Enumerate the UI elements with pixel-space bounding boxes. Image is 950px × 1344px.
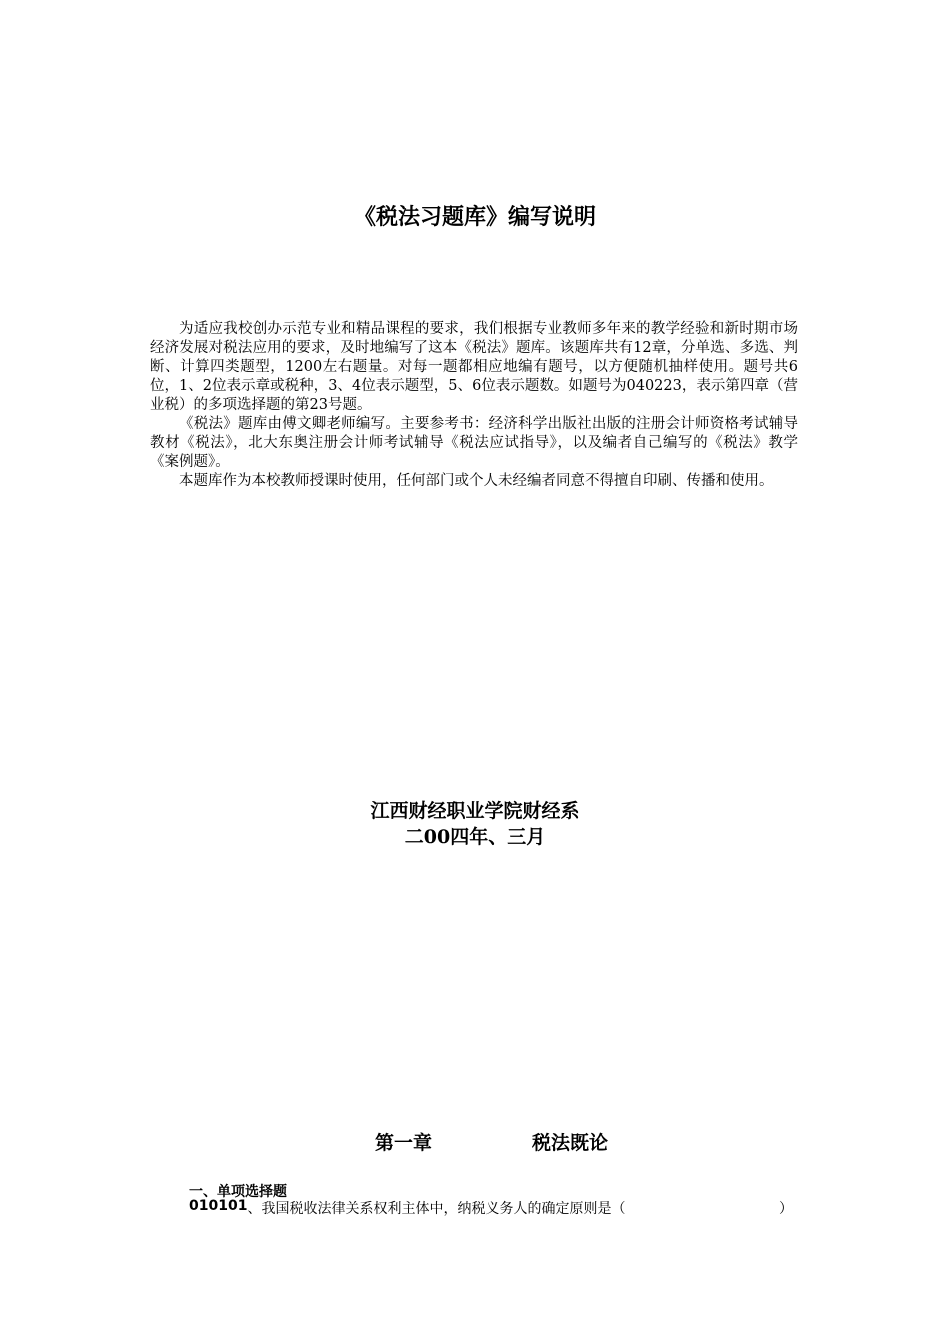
question-text: 、我国税收法律关系权利主体中，纳税义务人的确定原则是（	[247, 1201, 626, 1217]
signature-org: 江西财经职业学院财经系	[370, 800, 580, 822]
intro-paragraph: 本题库作为本校教师授课时使用，任何部门或个人未经编者同意不得擅自印刷、传播和使用。	[179, 473, 774, 489]
intro-paragraph: 《税法》题库由傅文卿老师编写。主要参考书：经济科学出版社出版的注册会计师资格考试辅导教材《税法》，北大东奥注册会计师考试辅导《税法应试指导》，以及编者自己编写的《税法》教学《案例题》。	[150, 416, 798, 470]
section-heading: 一、单项选择题	[189, 1184, 287, 1200]
page-title: 《税法习题库》编写说明	[353, 205, 596, 230]
chapter-name: 税法既论	[532, 1132, 609, 1154]
signature-date: 二00四年、三月	[404, 826, 546, 848]
chapter-number: 第一章	[375, 1132, 433, 1154]
chapter-heading	[375, 1128, 608, 1155]
question-id: 010101	[189, 1198, 248, 1214]
signature-block	[0, 798, 950, 850]
intro-paragraph: 为适应我校创办示范专业和精品课程的要求，我们根据专业教师多年来的教学经验和新时期市场经济发展对税法应用的要求，及时地编写了这本《税法》题库。该题库共有12章，分单选、多选、判断、计算四类题型，1200左右题量。对每一题都相应地编有题号，以方便随机抽样使用。题号共6位，1、2位表示章或税种，3、4位表示题型，5、6位表示题数。如题号为040223，表示第四章（营业税）的多项选择题的第23号题。	[150, 321, 798, 413]
intro-text	[150, 320, 798, 491]
question-item	[189, 1198, 793, 1218]
question-close-paren: ）	[779, 1201, 793, 1217]
